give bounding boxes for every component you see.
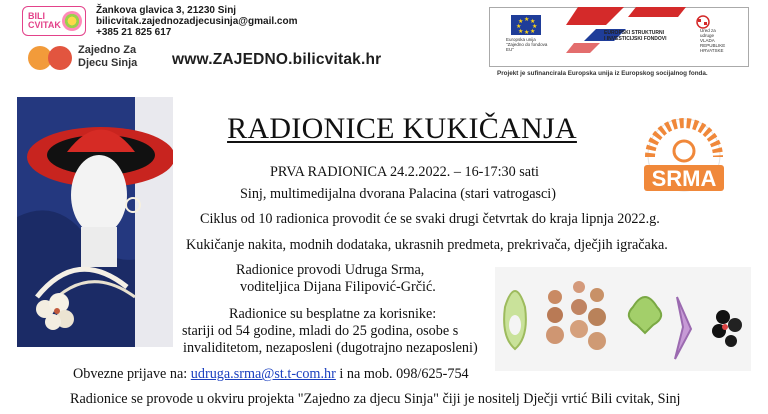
page-title: RADIONICE KUKIČANJA xyxy=(227,112,577,145)
contact-email[interactable]: bilicvitak.zajednozadjecusinja@gmail.com xyxy=(96,16,298,27)
website-link[interactable]: www.ZAJEDNO.bilicvitak.hr xyxy=(172,51,382,68)
government-caption: Ured za udruge VLADA REPUBLIKE HRVATSKE xyxy=(700,28,726,53)
footer-note: Radionice se provode u okviru projekta "Zajedno za djecu Sinja" čiji je nositelj Dječji vrtić Bili cvitak, Sinj xyxy=(70,391,681,407)
free-line-3: invaliditetom, nezaposleni (dugotrajno nezaposleni) xyxy=(183,340,478,356)
zajedno-za-djecu-logo xyxy=(28,42,168,74)
first-workshop-date: PRVA RADIONICA 24.2.2022. – 16-17:30 sati xyxy=(270,164,539,180)
eu-flag-icon: ★ ★ ★ ★ ★ ★ ★ ★ xyxy=(511,15,541,35)
led-by-line-1: Radionice provodi Udruga Srma, xyxy=(236,262,425,278)
zajedno-logo-line-1: Zajedno Za xyxy=(78,44,137,56)
signup-line xyxy=(73,366,469,383)
eu-flag-caption: Europska unija "Zajedno do fondova EU" xyxy=(506,37,548,52)
signup-prefix: Obvezne prijave na: xyxy=(73,366,191,382)
led-by-line-2: voditeljica Dijana Filipović-Grčić. xyxy=(240,279,436,295)
zajedno-logo-line-2: Djecu Sinja xyxy=(78,57,138,69)
contact-phone: +385 21 825 617 xyxy=(96,27,172,38)
esif-text: EUROPSKI STRUKTURNI I INVESTICIJSKI FONDOVI xyxy=(604,30,667,42)
srma-logo xyxy=(628,117,740,199)
crochet-earrings-photo xyxy=(495,267,751,371)
signup-suffix: i na mob. 098/625-754 xyxy=(335,366,469,382)
workshop-cycle: Ciklus od 10 radionica provodit će se svaki drugi četvrtak do kraja lipnja 2022.g. xyxy=(200,211,660,227)
children-faces-icon xyxy=(28,44,74,72)
bili-cvitak-logo-text: BILI CVITAK xyxy=(28,11,61,30)
crochet-hat-photo xyxy=(17,97,173,347)
flower-icon xyxy=(62,11,82,31)
funding-note: Projekt je sufinancirala Europska unija iz Europskog socijalnog fonda. xyxy=(497,70,708,77)
srma-logo-text: SRMA xyxy=(651,166,717,191)
free-line-2: stariji od 54 godine, mladi do 25 godina, osobe s xyxy=(182,323,459,339)
workshop-location: Sinj, multimedijalna dvorana Palacina (stari vatrogasci) xyxy=(240,186,556,202)
contact-block xyxy=(96,5,297,38)
bili-cvitak-logo xyxy=(22,6,86,36)
address: Žankova glavica 3, 21230 Sinj xyxy=(96,5,237,16)
free-line-1: Radionice su besplatne za korisnike: xyxy=(229,306,437,322)
signup-email-link[interactable]: udruga.srma@st.t-com.hr xyxy=(190,366,336,382)
workshop-topics: Kukičanje nakita, modnih dodataka, ukrasnih predmeta, prekrivača, dječjih igračaka. xyxy=(186,237,668,253)
